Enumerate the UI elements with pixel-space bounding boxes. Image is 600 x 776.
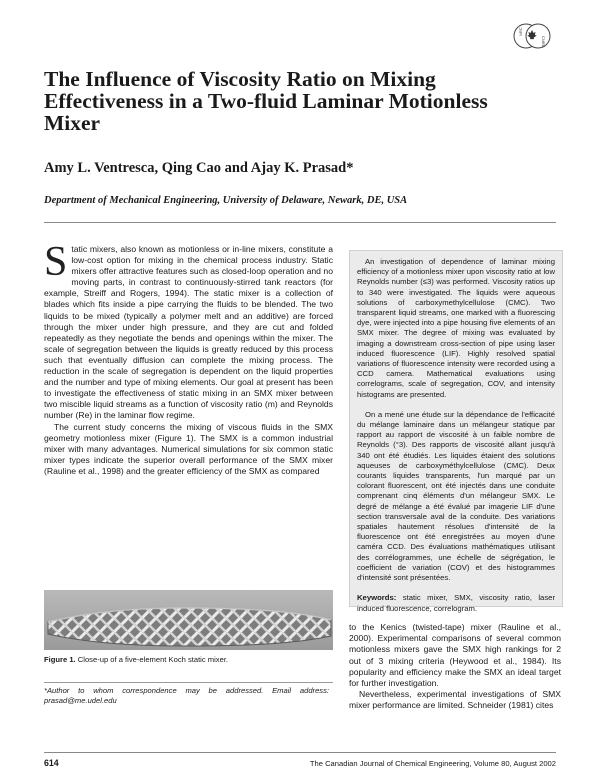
footnote: *Author to whom correspondence may be addressed. Email address: prasad@me.udel.edu <box>44 686 329 705</box>
affiliation: Department of Mechanical Engineering, University of Delaware, Newark, DE, USA <box>44 195 408 206</box>
abstract-english: An investigation of dependence of laminar mixing efficiency of a motionless mixer upon viscosity ratio at low Reynolds number (≤3) was performed. Viscosity ratios up to 340 were investigated. The liquids were aqueous solutions of carboxymethylcellulose (CMC). Two transparent liquid streams, one marked with a fluorescing dye, were injected into a pipe housing five elements of an SMX mixer. The degree of mixing was evaluated by imaging a downstream cross-section of pipe using laser induced fluorescence (LIF). Highly resolved spatial variations of fluorescence intensity were recorded using a CCD camera. Mathematical evaluations using correlograms, scale of segregation, COV, and intensity histograms are presented. <box>357 257 555 399</box>
nrc-logo <box>512 21 552 51</box>
body-column-left <box>44 239 333 477</box>
author-list: Amy L. Ventresca, Qing Cao and Ajay K. Prasad* <box>44 160 354 176</box>
paragraph-text: tatic mixers, also known as motionless or in-line mixers, constitute a low-cost option for mixing in the chemical process industry. Static mixers offer attractive features such as closed-loop operation and no moving parts, in contrast to continuously-stirred tank reactors (for example, Streiff and Rogers, 1994). The static mixer is a collection of blades which fits inside a pipe carrying the fluids to be blended. The two liquids to be mixed (typically a polymer melt and an additive) are forced through the mixer under high pressure, and they are cut and folded repeatedly as they negotiate the bends and openings within the mixer. The scale of segregation between the liquids is greatly reduced by this process such that eventually diffusion can complete the mixing process. The reduction in the scale of segregation is dependent on the liquid properties and the number and type of mixing elements. Our goal at present has been to investigate the effectiveness of static mixing in an SMX mixer between two miscible liquid streams as a function of viscosity ratio (m) and Reynolds number (Re) in the laminar flow regime. <box>44 244 333 421</box>
figure-caption <box>44 655 333 664</box>
header-divider <box>44 222 556 223</box>
abstract-box <box>349 250 563 613</box>
abstract-french: On a mené une étude sur la dépendance de l'efficacité du mélange laminaire dans un mélangeur statique par rapport au rapport de viscosité à un faible nombre de Reynolds (°3). Des rapports de viscosité allant jusqu'à 340 ont été étudiés. Les liquides étaient des solutions aqueuses de carboxyméthylcellulose (CMC). Deux courants liquides transparents, l'un marqué par un colorant fluorescent, ont été injectés dans une conduite comprenant cinq éléments d'un mélangeur SMX. Le degré de mélange a été évalué par imagerie LIF d'une section transversale aval de la conduite. Des variations spatiales hautement résolues d'intensité de la fluorescence ont été enregistrées au moyen d'une caméra CCD. Des évaluations mathématiques utilisant des corrélogrammes, une échelle de ségrégation, le coefficient de variation (COV) et des histogrammes d'intensité sont présentées. <box>357 409 555 583</box>
keywords <box>357 593 555 613</box>
caption-text: Close-up of a five-element Koch static mixer. <box>77 655 229 664</box>
body-column-right <box>349 622 561 712</box>
footnote-divider <box>44 682 333 683</box>
logo-text-nrc: NRC <box>518 27 523 36</box>
page-number: 614 <box>44 758 59 768</box>
body-paragraph: to the Kenics (twisted-tape) mixer (Rauline et al., 2000). Experimental comparisons of several common motionless mixers gave the SMX high rankings for 2 out of 3 mixing criteria (Heywood et al., 1984). Its popularity and efficiency make the SMX an ideal target for further investigation. <box>349 622 561 689</box>
article-title: The Influence of Viscosity Ratio on Mixing Effectiveness in a Two-fluid Laminar Motionless Mixer <box>44 67 488 135</box>
keywords-label: Keywords: <box>357 593 397 603</box>
body-paragraph: The current study concerns the mixing of viscous fluids in the SMX geometry motionless mixer (Figure 1). The SMX is a common industrial mixer with many advantages. Numerical simulations for six common static mixer types indicate the superior overall performance of the SMX mixer (Rauline et al., 1998) and the greater efficiency of the SMX as compared <box>44 421 333 476</box>
logo-text-cnrc: CNRC <box>541 36 546 48</box>
caption-label: Figure 1. <box>44 655 76 664</box>
journal-footer: The Canadian Journal of Chemical Engineering, Volume 80, August 2002 <box>309 759 556 768</box>
keywords-text: static mixer, SMX, viscosity ratio, laser induced fluorescence, correlogram. <box>357 593 556 613</box>
body-paragraph: Nevertheless, experimental investigations of SMX mixer performance are limited. Schneider (1981) cites <box>349 689 561 711</box>
drop-cap: S <box>44 239 68 285</box>
body-paragraph <box>44 239 333 422</box>
footer-divider <box>44 752 556 753</box>
